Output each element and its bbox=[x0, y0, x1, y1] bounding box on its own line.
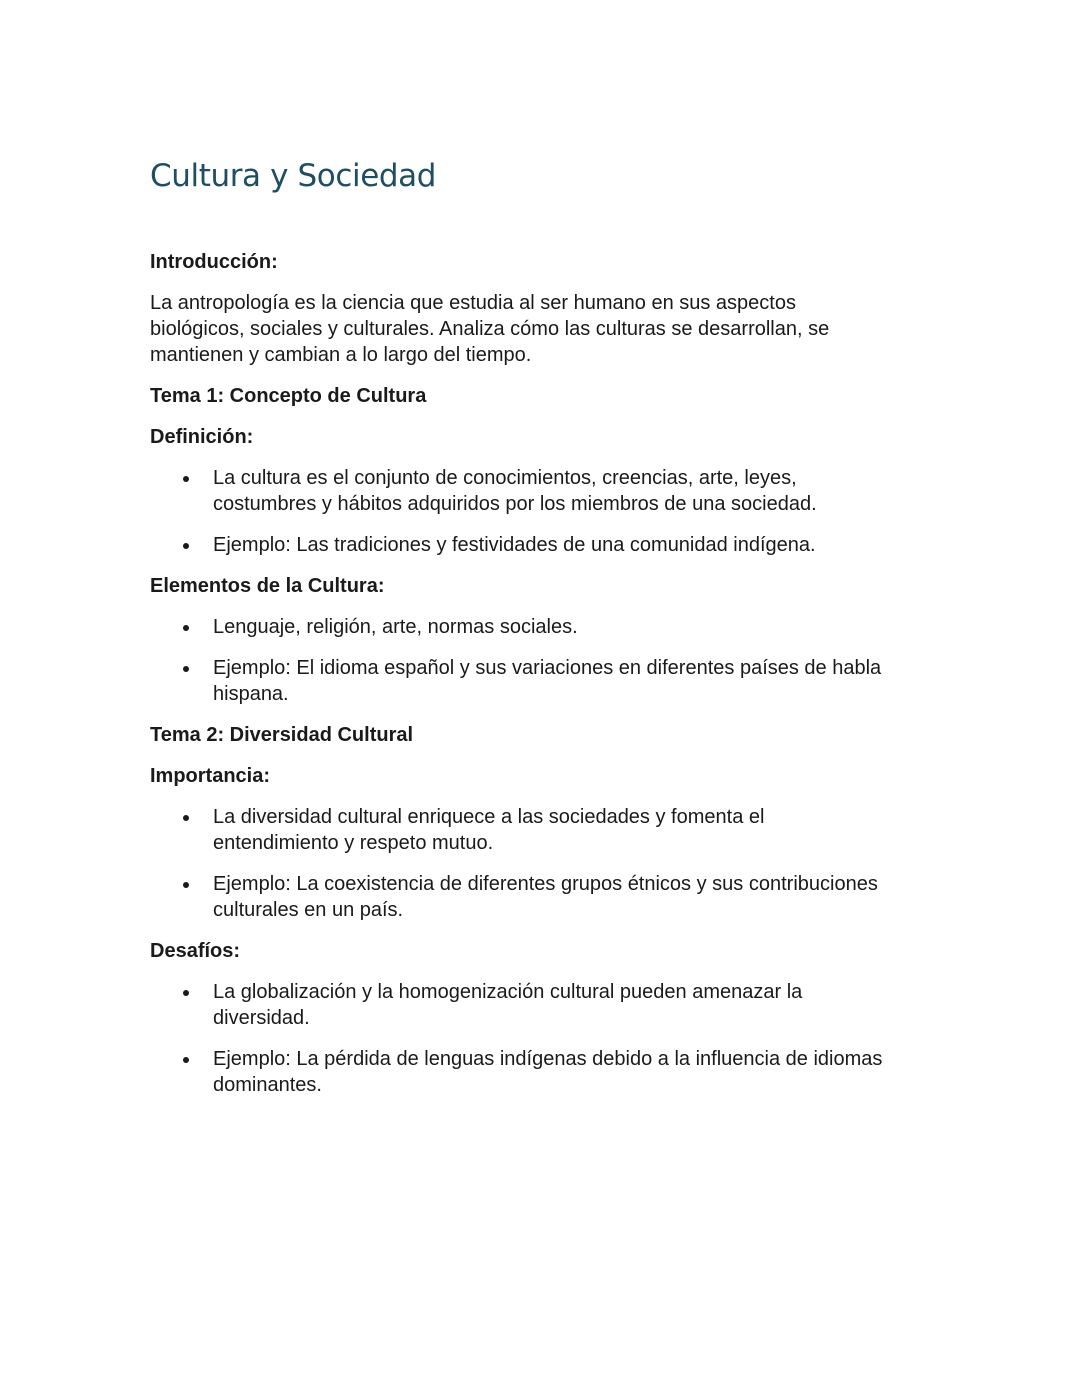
list-item bbox=[150, 465, 853, 517]
importancia-list bbox=[150, 804, 940, 923]
definicion-heading: Definición: bbox=[150, 426, 254, 448]
list-item bbox=[150, 871, 940, 923]
list-item bbox=[150, 614, 940, 640]
list-item-text: Ejemplo: El idioma español y sus variaciones en diferentes países de habla hispana. bbox=[213, 657, 882, 705]
list-item-text: La cultura es el conjunto de conocimientos, creencias, arte, leyes, costumbres y hábitos adquiridos por los miembros de una sociedad. bbox=[213, 467, 817, 515]
list-item bbox=[150, 804, 813, 856]
list-item bbox=[150, 532, 940, 558]
elementos-list bbox=[150, 614, 940, 707]
list-item bbox=[150, 1046, 940, 1098]
definicion-list bbox=[150, 465, 940, 558]
intro-heading: Introducción: bbox=[150, 251, 278, 273]
importancia-heading: Importancia: bbox=[150, 765, 271, 787]
bullet-icon bbox=[183, 815, 189, 821]
bullet-icon bbox=[183, 666, 189, 672]
bullet-icon bbox=[183, 543, 189, 549]
bullet-icon bbox=[183, 990, 189, 996]
list-item-text: La diversidad cultural enriquece a las sociedades y fomenta el entendimiento y respeto mutuo. bbox=[213, 806, 765, 854]
desafios-heading: Desafíos: bbox=[150, 940, 241, 962]
bullet-icon bbox=[183, 625, 189, 631]
list-item-text: Ejemplo: La pérdida de lenguas indígenas debido a la influencia de idiomas dominantes. bbox=[213, 1048, 883, 1096]
intro-paragraph: La antropología es la ciencia que estudia al ser humano en sus aspectos biológicos, sociales y culturales. Analiza cómo las culturas se desarrollan, se mantienen y cambian a lo largo del tiempo. bbox=[150, 292, 830, 366]
page-title: Cultura y Sociedad bbox=[150, 158, 437, 194]
tema1-heading: Tema 1: Concepto de Cultura bbox=[150, 385, 427, 407]
bullet-icon bbox=[183, 882, 189, 888]
list-item-text: La globalización y la homogenización cultural pueden amenazar la diversidad. bbox=[213, 981, 803, 1029]
desafios-list bbox=[150, 979, 940, 1098]
bullet-icon bbox=[183, 476, 189, 482]
elementos-heading: Elementos de la Cultura: bbox=[150, 575, 385, 597]
list-item bbox=[150, 979, 853, 1031]
list-item-text: Lenguaje, religión, arte, normas sociales. bbox=[213, 616, 578, 638]
bullet-icon bbox=[183, 1057, 189, 1063]
tema2-heading: Tema 2: Diversidad Cultural bbox=[150, 724, 414, 746]
list-item-text: Ejemplo: Las tradiciones y festividades de una comunidad indígena. bbox=[213, 534, 816, 556]
document-body bbox=[150, 249, 940, 1113]
list-item-text: Ejemplo: La coexistencia de diferentes grupos étnicos y sus contribuciones culturales en un país. bbox=[213, 873, 878, 921]
list-item bbox=[150, 655, 940, 707]
